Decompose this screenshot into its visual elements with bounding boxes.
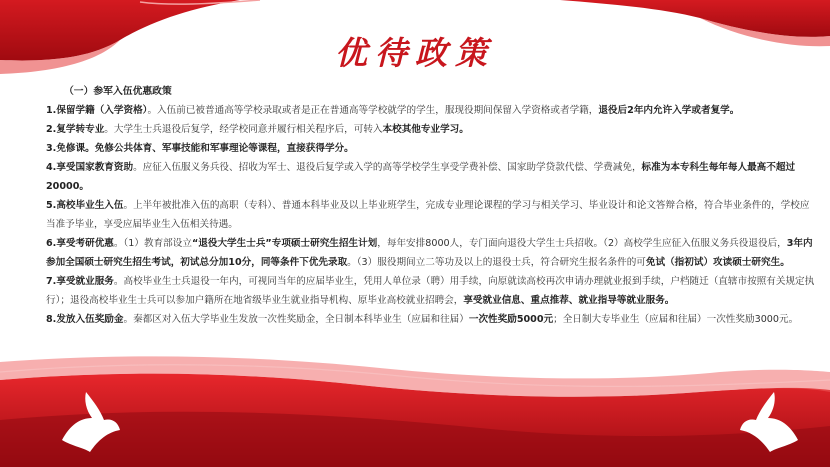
- page-title: 优待政策: [334, 34, 495, 72]
- policy-text-bold: 标准为本专科生每年每人最高不超过20000。: [46, 162, 796, 192]
- policy-item: [46, 234, 816, 272]
- policy-text-bold: “退役大学生士兵”专项硕士研究生招生计划: [191, 238, 378, 249]
- policy-content: [46, 82, 816, 329]
- policy-text-bold: 享受就业信息、重点推荐、就业指导等就业服务。: [463, 295, 675, 306]
- policy-text-bold: 7.享受就业服务: [46, 276, 114, 287]
- policy-text-bold: 退役后2年内允许入学或者复学。: [598, 105, 740, 116]
- policy-item: [46, 272, 816, 310]
- policy-text-bold: 3年内参加全国硕士研究生招生考试，初试总分加10分，同等条件下优先录取: [46, 238, 813, 268]
- bottom-ribbon: [0, 356, 830, 467]
- policy-text-bold: 1.保留学籍（入学资格）: [46, 105, 148, 116]
- policy-text: 。上半年被批准入伍的高职（专科）、普通本科毕业及以上毕业班学生，完成专业理论课程的学习与相关学习、毕业设计和论文答辩合格，符合毕业条件的，学校应当准予毕业，享受应届毕业生入伍相关待遇。: [46, 200, 810, 230]
- policy-text-bold: 2.复学转专业: [46, 124, 105, 135]
- policy-text-bold: 4.享受国家教育资助: [46, 162, 134, 173]
- policy-text: 。入伍前已被普通高等学校录取或者是正在普通高等学校就学的学生，服现役期间保留入学资格或者学籍，: [147, 105, 599, 116]
- policy-item: [46, 310, 816, 329]
- policy-text: 。高校毕业生士兵退役一年内，可视同当年的应届毕业生，凭用人单位录（聘）用手续，向原就读高校再次申请办理就业报到手续，户档随迁（直辖市按照有关规定执行）；退役高校毕业生士兵可以参加户籍所在地省级毕业生就业指导机构、原毕业高校就业招聘会，: [46, 276, 815, 306]
- policy-text: 。秦都区对入伍大学毕业生发放一次性奖励金，全日制本科毕业生（应届和往届）: [123, 314, 469, 325]
- policy-text-bold: 一次性奖励5000元: [468, 314, 554, 325]
- policy-item: [46, 196, 816, 234]
- policy-item: [46, 120, 816, 139]
- policy-text-bold: 本校其他专业学习。: [382, 124, 469, 135]
- policy-item: [46, 101, 816, 120]
- policy-item: [46, 158, 816, 196]
- policy-text: 。大学生士兵退役后复学，经学校同意并履行相关程序后，可转入: [104, 124, 383, 135]
- policy-text-bold: 8.发放入伍奖励金: [46, 314, 124, 325]
- policy-text-bold: 3.免修课。免修公共体育、军事技能和军事理论等课程，直接获得学分。: [46, 143, 354, 154]
- policy-text-bold: 6.享受考研优惠: [46, 238, 114, 249]
- policy-text: 。（1）教育部设立: [113, 238, 192, 249]
- policy-text-bold: 免试（指初试）攻读硕士研究生。: [645, 257, 790, 268]
- policy-text: 。（3）服役期间立二等功及以上的退役士兵，符合研究生报名条件的可: [347, 257, 646, 268]
- section-heading: （一）参军入伍优惠政策: [64, 86, 172, 97]
- policy-text: ，每年安排8000人，专门面向退役大学生士兵招收。（2）高校学生应征入伍服义务兵役退役后，: [377, 238, 787, 249]
- policy-text-bold: 5.高校毕业生入伍: [46, 200, 124, 211]
- policy-text: 。应征入伍服义务兵役、招收为军士、退役后复学或入学的高等学校学生享受学费补偿、国家助学贷款代偿、学费减免，: [133, 162, 642, 173]
- policy-text: ；全日制大专毕业生（应届和往届）一次性奖励3000元。: [553, 314, 799, 325]
- policy-list: [46, 101, 816, 329]
- policy-item: [46, 139, 816, 158]
